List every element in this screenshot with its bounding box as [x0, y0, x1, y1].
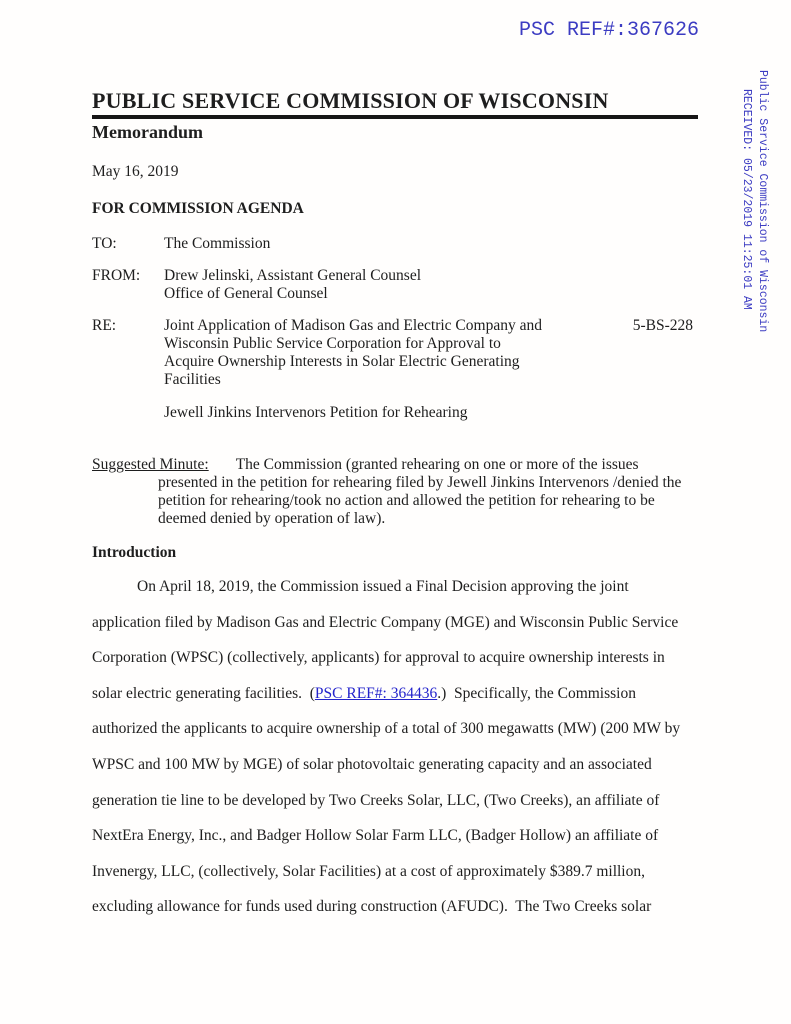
re-label: RE: — [92, 317, 117, 334]
paragraph-text-before-link: On April 18, 2019, the Commission issued a Final Decision approving the joint application filed by Madison Gas and Electric Company (MGE) and Wisconsin Public Service Corporation (WPSC) (collectively, applicants) for approval to acquire ownership interests in solar electric generating facilities. ( — [92, 578, 683, 702]
to-value: The Commission — [164, 235, 271, 252]
suggested-minute-label: Suggested Minute: — [92, 456, 209, 473]
memo-field-to — [92, 235, 698, 253]
psc-ref-stamp: PSC REF#:367626 — [519, 19, 700, 42]
received-stamp-timestamp: RECEIVED: 05/23/2019 11:25:01 AM — [740, 89, 753, 310]
from-value — [164, 267, 698, 303]
introduction-heading: Introduction — [92, 544, 177, 561]
memo-field-re — [92, 317, 698, 422]
re-subject-rehearing: Jewell Jinkins Intervenors Petition for Rehearing — [164, 404, 468, 421]
received-stamp-agency: Public Service Commission of Wisconsin — [756, 70, 769, 333]
re-value — [164, 317, 698, 422]
suggested-minute-text: The Commission (granted rehearing on one or more of the issues presented in the petition for rehearing filed by Jewell Jinkins Intervenors /denied the petition for rehearing/took no action and allowed the petition for rehearing to be deemed denied by operation of law). — [158, 456, 682, 527]
re-line: Acquire Ownership Interests in Solar Electric Generating — [164, 353, 520, 370]
memo-subtitle: Memorandum — [92, 122, 203, 142]
agenda-heading: FOR COMMISSION AGENDA — [92, 200, 304, 217]
docket-number: 5-BS-228 — [632, 317, 693, 334]
memo-date: May 16, 2019 — [92, 163, 179, 180]
memo-field-from — [92, 267, 698, 303]
from-value-line1: Drew Jelinski, Assistant General Counsel — [164, 267, 422, 284]
from-value-line2: Office of General Counsel — [164, 285, 328, 302]
to-label: TO: — [92, 235, 117, 252]
paragraph-text-after-link: .) Specifically, the Commission authorized the applicants to acquire ownership of a total of 300 megawatts (MW) (200 MW by WPSC and 100 MW by MGE) of solar photovoltaic generating capacity and an associated generation tie line to be developed by Two Creeks Solar, LLC, (Two Creeks), an affiliate of NextEra Energy, Inc., and Badger Hollow Solar Farm LLC, (Badger Hollow) an affiliate of Invenergy, LLC, (collectively, Solar Facilities) at a cost of approximately $389.7 million, excluding allowance for funds used during construction (AFUDC). The Two Creeks solar — [92, 684, 684, 916]
introduction-paragraph — [92, 569, 698, 925]
re-line: Facilities — [164, 371, 221, 388]
from-label: FROM: — [92, 267, 141, 284]
psc-ref-link[interactable]: PSC REF#: 364436 — [314, 684, 438, 702]
re-line: Wisconsin Public Service Corporation for Approval to — [164, 335, 501, 352]
suggested-minute — [92, 456, 698, 528]
re-line: Joint Application of Madison Gas and Electric Company and — [164, 317, 542, 334]
page-title: PUBLIC SERVICE COMMISSION OF WISCONSIN — [92, 88, 698, 119]
